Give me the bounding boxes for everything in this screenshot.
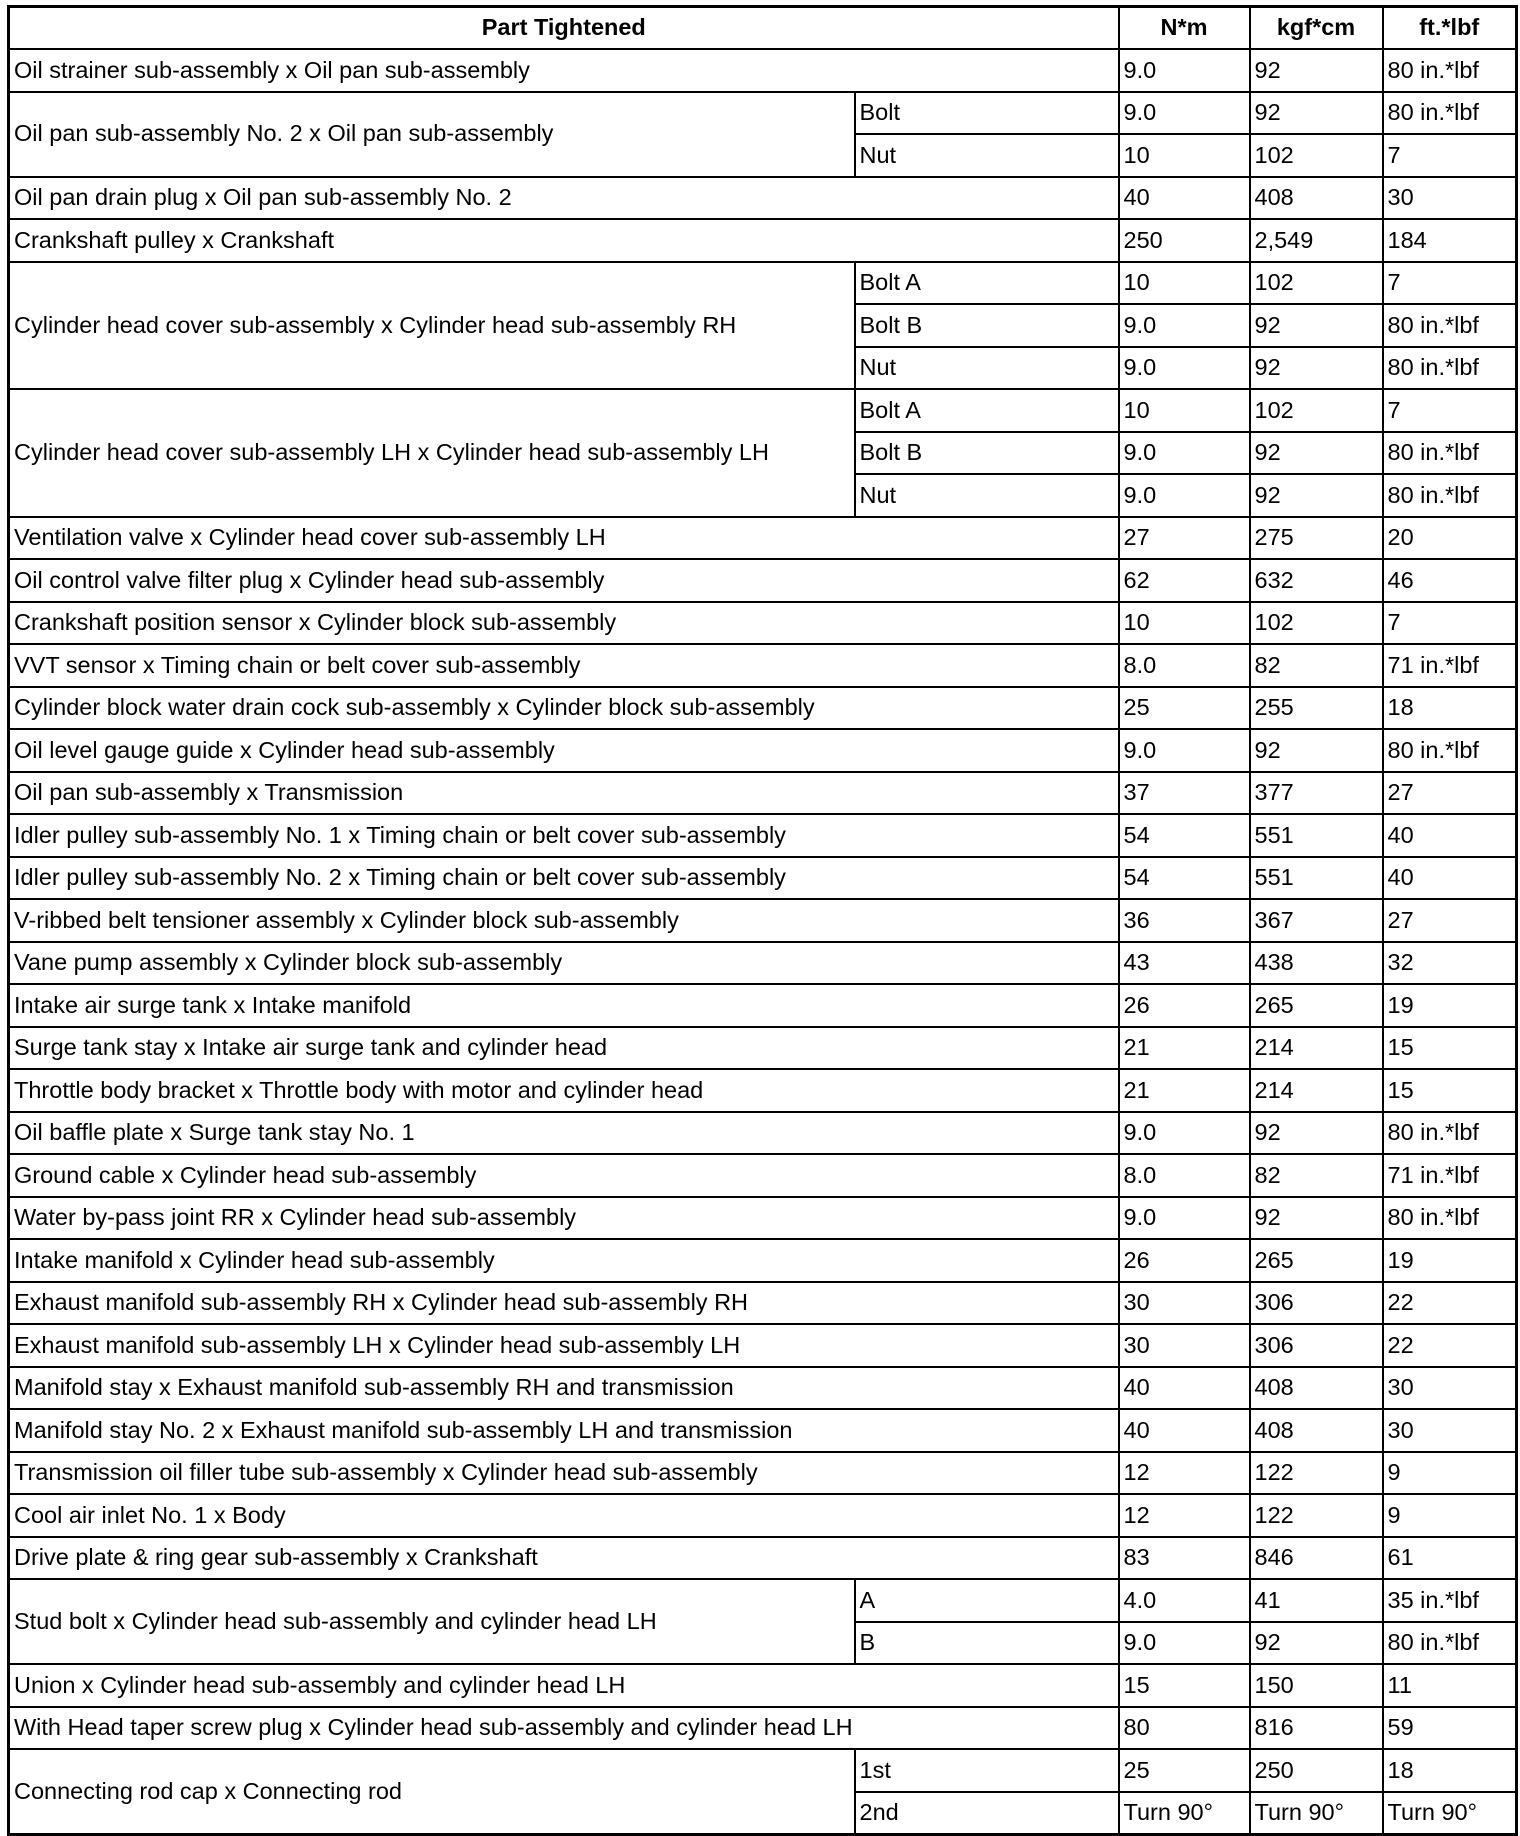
fastener-type-cell: Nut <box>855 347 1119 390</box>
torque-ft-lbf-cell: 184 <box>1383 219 1517 262</box>
torque-kgf-cm-cell: 92 <box>1250 92 1383 135</box>
torque-kgf-cm-cell: 102 <box>1250 134 1383 177</box>
torque-table-container <box>7 5 1518 1836</box>
torque-kgf-cm-cell: 102 <box>1250 262 1383 305</box>
torque-ft-lbf-cell: 7 <box>1383 602 1517 645</box>
torque-kgf-cm-cell: 265 <box>1250 1239 1383 1282</box>
torque-kgf-cm-cell: 408 <box>1250 1409 1383 1452</box>
torque-kgf-cm-cell: 92 <box>1250 347 1383 390</box>
part-name-cell: Vane pump assembly x Cylinder block sub-assembly <box>9 942 1119 985</box>
table-row <box>9 729 1517 772</box>
part-name-cell: Cylinder head cover sub-assembly x Cylinder head sub-assembly RH <box>9 262 855 390</box>
torque-nm-cell: 40 <box>1119 1367 1250 1410</box>
torque-ft-lbf-cell: 59 <box>1383 1707 1517 1750</box>
header-nm: N*m <box>1119 7 1250 50</box>
torque-kgf-cm-cell: 377 <box>1250 772 1383 815</box>
torque-nm-cell: 9.0 <box>1119 1112 1250 1155</box>
torque-nm-cell: 25 <box>1119 1749 1250 1792</box>
fastener-type-cell: Bolt A <box>855 262 1119 305</box>
table-row <box>9 1282 1517 1325</box>
torque-kgf-cm-cell: 102 <box>1250 602 1383 645</box>
part-name-cell: Connecting rod cap x Connecting rod <box>9 1749 855 1834</box>
torque-ft-lbf-cell: 20 <box>1383 517 1517 560</box>
torque-kgf-cm-cell: 92 <box>1250 474 1383 517</box>
torque-nm-cell: 9.0 <box>1119 432 1250 475</box>
table-row <box>9 1027 1517 1070</box>
torque-kgf-cm-cell: Turn 90° <box>1250 1792 1383 1835</box>
torque-ft-lbf-cell: 80 in.*lbf <box>1383 92 1517 135</box>
part-name-cell: Ground cable x Cylinder head sub-assembly <box>9 1154 1119 1197</box>
part-name-cell: Crankshaft pulley x Crankshaft <box>9 219 1119 262</box>
table-row <box>9 1494 1517 1537</box>
part-name-cell: Manifold stay x Exhaust manifold sub-assembly RH and transmission <box>9 1367 1119 1410</box>
torque-ft-lbf-cell: 11 <box>1383 1664 1517 1707</box>
torque-specification-table <box>7 5 1518 1836</box>
table-row <box>9 92 1517 135</box>
part-name-cell: Oil baffle plate x Surge tank stay No. 1 <box>9 1112 1119 1155</box>
part-name-cell: Idler pulley sub-assembly No. 1 x Timing chain or belt cover sub-assembly <box>9 814 1119 857</box>
part-name-cell: Throttle body bracket x Throttle body with motor and cylinder head <box>9 1069 1119 1112</box>
part-name-cell: Oil pan sub-assembly No. 2 x Oil pan sub-assembly <box>9 92 855 177</box>
table-row <box>9 177 1517 220</box>
fastener-type-cell: Nut <box>855 134 1119 177</box>
torque-kgf-cm-cell: 408 <box>1250 177 1383 220</box>
part-name-cell: Oil control valve filter plug x Cylinder head sub-assembly <box>9 559 1119 602</box>
torque-ft-lbf-cell: 46 <box>1383 559 1517 602</box>
fastener-type-cell: Bolt <box>855 92 1119 135</box>
table-row <box>9 389 1517 432</box>
part-name-cell: Cylinder head cover sub-assembly LH x Cylinder head sub-assembly LH <box>9 389 855 517</box>
torque-kgf-cm-cell: 408 <box>1250 1367 1383 1410</box>
table-row <box>9 1239 1517 1282</box>
torque-kgf-cm-cell: 82 <box>1250 644 1383 687</box>
header-row <box>9 7 1517 50</box>
torque-ft-lbf-cell: 80 in.*lbf <box>1383 432 1517 475</box>
torque-nm-cell: 25 <box>1119 687 1250 730</box>
torque-nm-cell: 30 <box>1119 1282 1250 1325</box>
torque-ft-lbf-cell: 80 in.*lbf <box>1383 474 1517 517</box>
torque-ft-lbf-cell: 80 in.*lbf <box>1383 1112 1517 1155</box>
torque-nm-cell: 12 <box>1119 1452 1250 1495</box>
torque-kgf-cm-cell: 846 <box>1250 1537 1383 1580</box>
torque-ft-lbf-cell: 61 <box>1383 1537 1517 1580</box>
table-row <box>9 644 1517 687</box>
torque-nm-cell: 43 <box>1119 942 1250 985</box>
torque-nm-cell: 10 <box>1119 134 1250 177</box>
torque-kgf-cm-cell: 214 <box>1250 1027 1383 1070</box>
torque-nm-cell: 83 <box>1119 1537 1250 1580</box>
part-name-cell: Union x Cylinder head sub-assembly and cylinder head LH <box>9 1664 1119 1707</box>
part-name-cell: Oil level gauge guide x Cylinder head sub-assembly <box>9 729 1119 772</box>
table-row <box>9 1324 1517 1367</box>
torque-kgf-cm-cell: 41 <box>1250 1579 1383 1622</box>
torque-nm-cell: 40 <box>1119 177 1250 220</box>
table-row <box>9 1069 1517 1112</box>
torque-ft-lbf-cell: 9 <box>1383 1494 1517 1537</box>
table-row <box>9 942 1517 985</box>
table-row <box>9 1579 1517 1622</box>
torque-kgf-cm-cell: 306 <box>1250 1324 1383 1367</box>
torque-ft-lbf-cell: 32 <box>1383 942 1517 985</box>
header-part-tightened: Part Tightened <box>9 7 1119 50</box>
header-ft-lbf: ft.*lbf <box>1383 7 1517 50</box>
part-name-cell: Exhaust manifold sub-assembly RH x Cylinder head sub-assembly RH <box>9 1282 1119 1325</box>
torque-nm-cell: 8.0 <box>1119 644 1250 687</box>
torque-ft-lbf-cell: 35 in.*lbf <box>1383 1579 1517 1622</box>
torque-kgf-cm-cell: 2,549 <box>1250 219 1383 262</box>
part-name-cell: Drive plate & ring gear sub-assembly x Crankshaft <box>9 1537 1119 1580</box>
torque-kgf-cm-cell: 367 <box>1250 899 1383 942</box>
table-body <box>9 49 1517 1834</box>
part-name-cell: Ventilation valve x Cylinder head cover sub-assembly LH <box>9 517 1119 560</box>
table-row <box>9 1537 1517 1580</box>
part-name-cell: Oil strainer sub-assembly x Oil pan sub-assembly <box>9 49 1119 92</box>
torque-nm-cell: 10 <box>1119 262 1250 305</box>
table-row <box>9 1707 1517 1750</box>
torque-kgf-cm-cell: 150 <box>1250 1664 1383 1707</box>
torque-ft-lbf-cell: 19 <box>1383 1239 1517 1282</box>
fastener-type-cell: Bolt B <box>855 304 1119 347</box>
table-row <box>9 857 1517 900</box>
torque-ft-lbf-cell: 15 <box>1383 1027 1517 1070</box>
torque-kgf-cm-cell: 306 <box>1250 1282 1383 1325</box>
torque-nm-cell: 9.0 <box>1119 347 1250 390</box>
fastener-type-cell: Bolt B <box>855 432 1119 475</box>
fastener-type-cell: Nut <box>855 474 1119 517</box>
torque-ft-lbf-cell: 80 in.*lbf <box>1383 49 1517 92</box>
part-name-cell: Crankshaft position sensor x Cylinder block sub-assembly <box>9 602 1119 645</box>
part-name-cell: Cool air inlet No. 1 x Body <box>9 1494 1119 1537</box>
part-name-cell: Transmission oil filler tube sub-assembly x Cylinder head sub-assembly <box>9 1452 1119 1495</box>
torque-kgf-cm-cell: 82 <box>1250 1154 1383 1197</box>
torque-ft-lbf-cell: 80 in.*lbf <box>1383 347 1517 390</box>
torque-ft-lbf-cell: 22 <box>1383 1282 1517 1325</box>
table-row <box>9 262 1517 305</box>
table-row <box>9 517 1517 560</box>
torque-ft-lbf-cell: 71 in.*lbf <box>1383 644 1517 687</box>
torque-kgf-cm-cell: 250 <box>1250 1749 1383 1792</box>
torque-kgf-cm-cell: 275 <box>1250 517 1383 560</box>
torque-ft-lbf-cell: 7 <box>1383 389 1517 432</box>
fastener-type-cell: 2nd <box>855 1792 1119 1835</box>
torque-kgf-cm-cell: 551 <box>1250 857 1383 900</box>
table-row <box>9 1409 1517 1452</box>
torque-kgf-cm-cell: 92 <box>1250 432 1383 475</box>
torque-nm-cell: 30 <box>1119 1324 1250 1367</box>
part-name-cell: Exhaust manifold sub-assembly LH x Cylinder head sub-assembly LH <box>9 1324 1119 1367</box>
torque-ft-lbf-cell: 80 in.*lbf <box>1383 729 1517 772</box>
torque-kgf-cm-cell: 92 <box>1250 1622 1383 1665</box>
part-name-cell: Oil pan sub-assembly x Transmission <box>9 772 1119 815</box>
torque-nm-cell: 8.0 <box>1119 1154 1250 1197</box>
torque-ft-lbf-cell: 27 <box>1383 772 1517 815</box>
torque-nm-cell: 62 <box>1119 559 1250 602</box>
torque-nm-cell: 80 <box>1119 1707 1250 1750</box>
torque-kgf-cm-cell: 92 <box>1250 729 1383 772</box>
torque-ft-lbf-cell: Turn 90° <box>1383 1792 1517 1835</box>
table-row <box>9 1749 1517 1792</box>
torque-nm-cell: 4.0 <box>1119 1579 1250 1622</box>
torque-nm-cell: 40 <box>1119 1409 1250 1452</box>
torque-kgf-cm-cell: 255 <box>1250 687 1383 730</box>
torque-kgf-cm-cell: 122 <box>1250 1452 1383 1495</box>
torque-kgf-cm-cell: 438 <box>1250 942 1383 985</box>
table-row <box>9 1112 1517 1155</box>
torque-nm-cell: 9.0 <box>1119 1622 1250 1665</box>
torque-kgf-cm-cell: 214 <box>1250 1069 1383 1112</box>
fastener-type-cell: Bolt A <box>855 389 1119 432</box>
torque-nm-cell: 9.0 <box>1119 729 1250 772</box>
torque-kgf-cm-cell: 632 <box>1250 559 1383 602</box>
torque-ft-lbf-cell: 9 <box>1383 1452 1517 1495</box>
fastener-type-cell: A <box>855 1579 1119 1622</box>
torque-nm-cell: 27 <box>1119 517 1250 560</box>
part-name-cell: Oil pan drain plug x Oil pan sub-assembly No. 2 <box>9 177 1119 220</box>
torque-ft-lbf-cell: 7 <box>1383 134 1517 177</box>
part-name-cell: Stud bolt x Cylinder head sub-assembly and cylinder head LH <box>9 1579 855 1664</box>
table-row <box>9 49 1517 92</box>
torque-ft-lbf-cell: 15 <box>1383 1069 1517 1112</box>
part-name-cell: Idler pulley sub-assembly No. 2 x Timing chain or belt cover sub-assembly <box>9 857 1119 900</box>
table-row <box>9 899 1517 942</box>
part-name-cell: Manifold stay No. 2 x Exhaust manifold sub-assembly LH and transmission <box>9 1409 1119 1452</box>
torque-ft-lbf-cell: 30 <box>1383 1409 1517 1452</box>
header-kgf-cm: kgf*cm <box>1250 7 1383 50</box>
torque-ft-lbf-cell: 80 in.*lbf <box>1383 1197 1517 1240</box>
torque-kgf-cm-cell: 265 <box>1250 984 1383 1027</box>
part-name-cell: Water by-pass joint RR x Cylinder head sub-assembly <box>9 1197 1119 1240</box>
table-row <box>9 687 1517 730</box>
torque-nm-cell: 26 <box>1119 1239 1250 1282</box>
table-row <box>9 814 1517 857</box>
torque-ft-lbf-cell: 30 <box>1383 177 1517 220</box>
torque-nm-cell: 9.0 <box>1119 304 1250 347</box>
torque-ft-lbf-cell: 71 in.*lbf <box>1383 1154 1517 1197</box>
torque-ft-lbf-cell: 30 <box>1383 1367 1517 1410</box>
table-row <box>9 1154 1517 1197</box>
torque-nm-cell: 26 <box>1119 984 1250 1027</box>
fastener-type-cell: B <box>855 1622 1119 1665</box>
torque-kgf-cm-cell: 122 <box>1250 1494 1383 1537</box>
table-row <box>9 1452 1517 1495</box>
torque-kgf-cm-cell: 92 <box>1250 1197 1383 1240</box>
torque-nm-cell: 10 <box>1119 389 1250 432</box>
torque-nm-cell: 10 <box>1119 602 1250 645</box>
table-row <box>9 984 1517 1027</box>
torque-ft-lbf-cell: 18 <box>1383 1749 1517 1792</box>
torque-ft-lbf-cell: 7 <box>1383 262 1517 305</box>
torque-nm-cell: Turn 90° <box>1119 1792 1250 1835</box>
torque-nm-cell: 12 <box>1119 1494 1250 1537</box>
torque-ft-lbf-cell: 40 <box>1383 857 1517 900</box>
torque-ft-lbf-cell: 80 in.*lbf <box>1383 304 1517 347</box>
torque-ft-lbf-cell: 40 <box>1383 814 1517 857</box>
torque-nm-cell: 21 <box>1119 1069 1250 1112</box>
torque-nm-cell: 9.0 <box>1119 92 1250 135</box>
torque-kgf-cm-cell: 92 <box>1250 304 1383 347</box>
table-row <box>9 1367 1517 1410</box>
torque-nm-cell: 21 <box>1119 1027 1250 1070</box>
torque-nm-cell: 9.0 <box>1119 474 1250 517</box>
torque-kgf-cm-cell: 551 <box>1250 814 1383 857</box>
table-row <box>9 1197 1517 1240</box>
part-name-cell: Intake air surge tank x Intake manifold <box>9 984 1119 1027</box>
table-row <box>9 772 1517 815</box>
torque-nm-cell: 36 <box>1119 899 1250 942</box>
part-name-cell: Surge tank stay x Intake air surge tank and cylinder head <box>9 1027 1119 1070</box>
part-name-cell: Intake manifold x Cylinder head sub-assembly <box>9 1239 1119 1282</box>
part-name-cell: Cylinder block water drain cock sub-assembly x Cylinder block sub-assembly <box>9 687 1119 730</box>
table-row <box>9 602 1517 645</box>
torque-nm-cell: 54 <box>1119 857 1250 900</box>
torque-nm-cell: 250 <box>1119 219 1250 262</box>
torque-ft-lbf-cell: 18 <box>1383 687 1517 730</box>
torque-kgf-cm-cell: 102 <box>1250 389 1383 432</box>
torque-nm-cell: 15 <box>1119 1664 1250 1707</box>
table-row <box>9 559 1517 602</box>
torque-ft-lbf-cell: 27 <box>1383 899 1517 942</box>
torque-nm-cell: 9.0 <box>1119 1197 1250 1240</box>
table-row <box>9 1664 1517 1707</box>
part-name-cell: With Head taper screw plug x Cylinder head sub-assembly and cylinder head LH <box>9 1707 1119 1750</box>
part-name-cell: V-ribbed belt tensioner assembly x Cylinder block sub-assembly <box>9 899 1119 942</box>
torque-nm-cell: 37 <box>1119 772 1250 815</box>
torque-kgf-cm-cell: 816 <box>1250 1707 1383 1750</box>
torque-nm-cell: 54 <box>1119 814 1250 857</box>
torque-nm-cell: 9.0 <box>1119 49 1250 92</box>
torque-ft-lbf-cell: 22 <box>1383 1324 1517 1367</box>
torque-kgf-cm-cell: 92 <box>1250 1112 1383 1155</box>
torque-ft-lbf-cell: 19 <box>1383 984 1517 1027</box>
fastener-type-cell: 1st <box>855 1749 1119 1792</box>
torque-ft-lbf-cell: 80 in.*lbf <box>1383 1622 1517 1665</box>
table-row <box>9 219 1517 262</box>
part-name-cell: VVT sensor x Timing chain or belt cover sub-assembly <box>9 644 1119 687</box>
torque-kgf-cm-cell: 92 <box>1250 49 1383 92</box>
